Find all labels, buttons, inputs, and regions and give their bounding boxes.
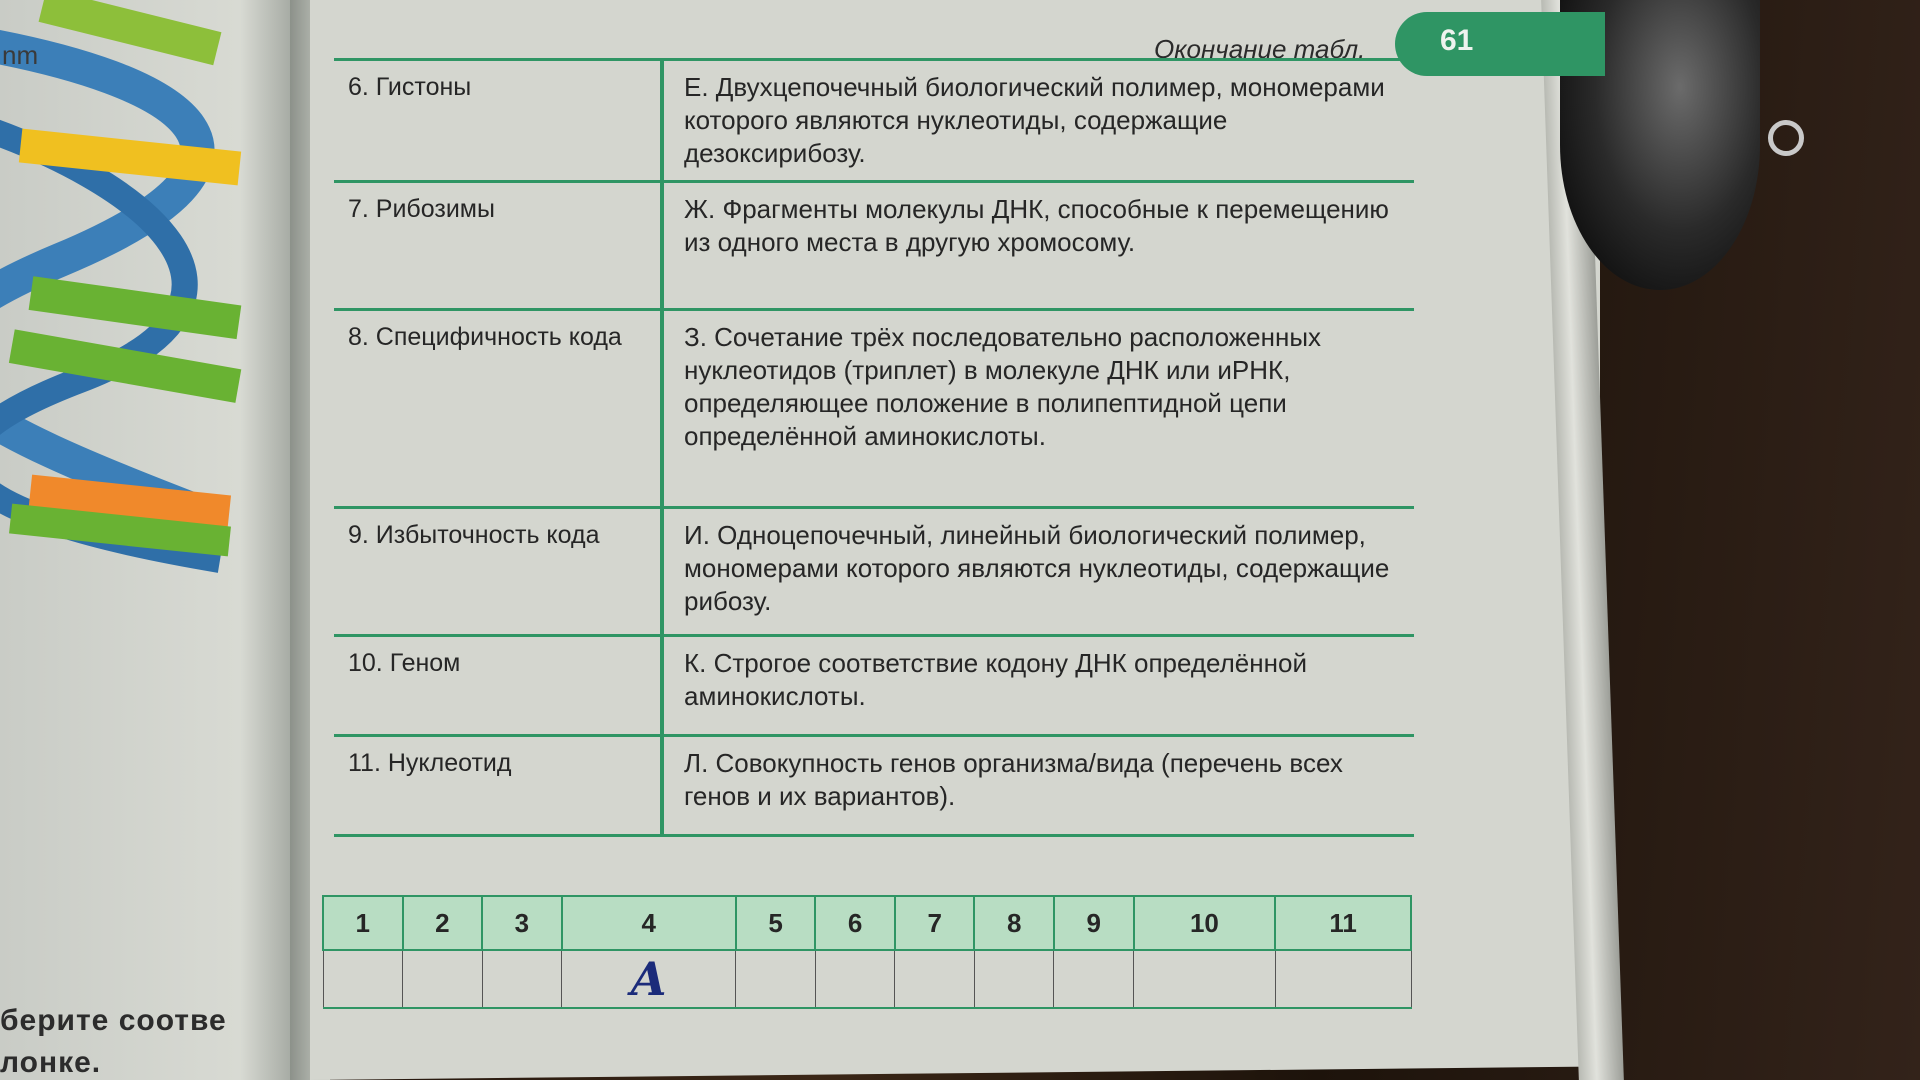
table-row xyxy=(334,508,1414,636)
definition-cell: Л. Совокупность генов организма/вида (перечень всех генов и их вариантов). xyxy=(662,736,1414,836)
answer-grid-cell[interactable] xyxy=(403,950,483,1008)
definition-cell: И. Одноцепочечный, линейный биологический полимер, мономерами которого являются нуклеотиды, содержащие рибозу. xyxy=(662,508,1414,636)
definition-cell: З. Сочетание трёх последовательно расположенных нуклеотидов (триплет) в молекуле ДНК или иРНК, определяющее положение в полипептидной цепи определённой аминокислоты. xyxy=(662,310,1414,508)
term-cell: 10. Геном xyxy=(334,636,662,736)
answer-grid xyxy=(322,895,1412,1009)
table-row xyxy=(334,182,1414,310)
definition-cell: Е. Двухцепочечный биологический полимер, мономерами которого являются нуклеотиды, содержащие дезоксирибозу. xyxy=(662,60,1414,182)
answer-grid-cell[interactable] xyxy=(736,950,816,1008)
left-page-caption-line2: лонке. xyxy=(0,1046,102,1079)
answer-grid-number: 3 xyxy=(482,896,562,950)
left-page xyxy=(0,0,300,1080)
answer-grid-cell[interactable] xyxy=(895,950,975,1008)
answer-grid-input-row xyxy=(323,950,1411,1008)
page-number: 61 xyxy=(1440,24,1474,57)
answer-grid-number: 5 xyxy=(736,896,816,950)
unit-label: nm xyxy=(2,40,39,70)
answer-grid-header-row xyxy=(323,896,1411,950)
definition-cell: К. Строгое соответствие кодону ДНК определённой аминокислоты. xyxy=(662,636,1414,736)
term-cell: 9. Избыточность кода xyxy=(334,508,662,636)
table-row xyxy=(334,60,1414,182)
term-cell: 6. Гистоны xyxy=(334,60,662,182)
answer-grid-cell[interactable] xyxy=(323,950,403,1008)
answer-grid-number: 9 xyxy=(1054,896,1134,950)
answer-grid-cell[interactable] xyxy=(1275,950,1411,1008)
answer-grid-number: 1 xyxy=(323,896,403,950)
answer-grid-number: 6 xyxy=(815,896,895,950)
page-number-tab xyxy=(1395,12,1605,76)
answer-grid-number: 4 xyxy=(562,896,736,950)
term-cell: 11. Нуклеотид xyxy=(334,736,662,836)
answer-grid-number: 11 xyxy=(1275,896,1411,950)
table-row xyxy=(334,310,1414,508)
handwritten-answer: А xyxy=(629,952,668,1006)
answer-grid-cell[interactable] xyxy=(974,950,1054,1008)
answer-grid-number: 8 xyxy=(974,896,1054,950)
table-continuation-caption: Окончание табл. xyxy=(1154,34,1366,64)
answer-grid-cell[interactable] xyxy=(1054,950,1134,1008)
definition-cell: Ж. Фрагменты молекулы ДНК, способные к перемещению из одного места в другую хромосому. xyxy=(662,182,1414,310)
answer-grid-cell[interactable] xyxy=(1134,950,1276,1008)
answer-grid-number: 10 xyxy=(1134,896,1276,950)
answer-grid-number: 2 xyxy=(403,896,483,950)
left-page-caption-line1: берите соотве xyxy=(0,1004,227,1037)
answer-grid-cell[interactable] xyxy=(562,950,736,1008)
answer-grid-cell[interactable] xyxy=(482,950,562,1008)
term-cell: 7. Рибозимы xyxy=(334,182,662,310)
table-row xyxy=(334,636,1414,736)
answer-grid-cell[interactable] xyxy=(815,950,895,1008)
answer-grid-number: 7 xyxy=(895,896,975,950)
dna-helix-illustration xyxy=(0,0,300,1080)
metal-ring xyxy=(1768,120,1804,156)
table-row xyxy=(334,736,1414,836)
matching-table xyxy=(334,58,1414,837)
term-cell: 8. Специфичность кода xyxy=(334,310,662,508)
